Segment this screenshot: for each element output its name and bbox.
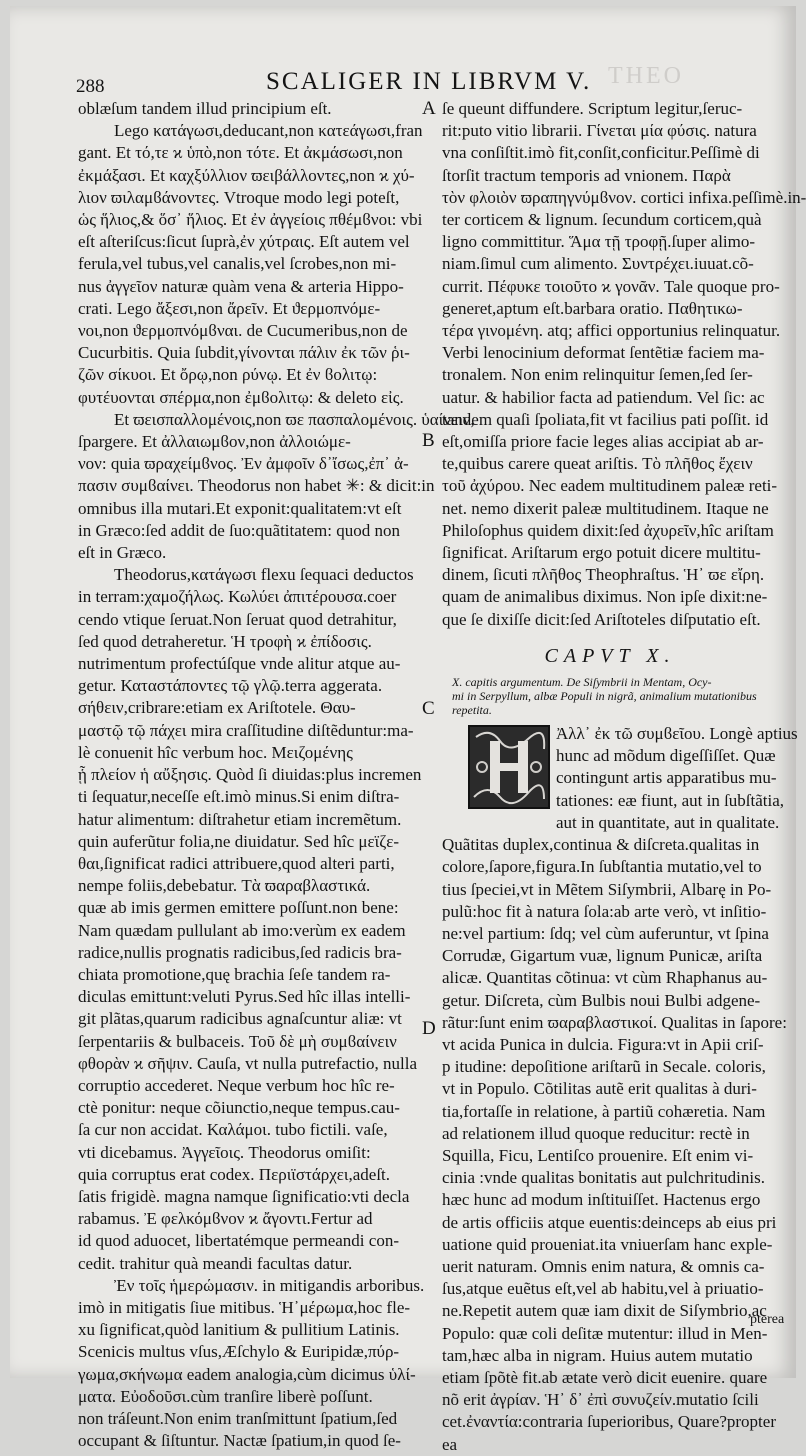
text-line: getur. Καταστάποντες τῷ γλῷ.terra aggerata. bbox=[78, 676, 383, 696]
text-line: imò in mitigatis ſiue mitibus. Ἡ᾽μέρωμα,hoc fle- bbox=[78, 1297, 411, 1317]
text-line: Nam quædam pullulant ab imo:verùm ex eadem bbox=[78, 920, 406, 940]
text-line: tationes: eæ fiunt, aut in ſubſtãtia, bbox=[556, 790, 785, 810]
text-line: tia,fortaſſe in relatione, à partiũ cohæretia. Nam bbox=[442, 1101, 766, 1121]
margin-letter-c: C bbox=[422, 698, 435, 719]
text-line: alicæ. Quantitas cõtinua: vt cùm Rhaphanus au- bbox=[442, 968, 768, 988]
right-column-top-text bbox=[442, 98, 806, 631]
text-line: omnibus illa mutari.Et exponit:qualitatem:vt eſt bbox=[78, 498, 402, 518]
right-column bbox=[442, 98, 806, 1456]
text-line: contingunt artis apparatibus mu- bbox=[556, 768, 777, 788]
text-line: corruptio accederet. Neque verbum hoc hîc re- bbox=[78, 1075, 395, 1095]
text-line: ne.Repetit autem quæ iam dixit de Siſymbrio,ac bbox=[442, 1301, 767, 1321]
text-line: hunc ad mõdum digeſſiſſet. Quæ bbox=[556, 746, 776, 766]
text-line: cinia :vnde qualitas bonitatis aut pulchritudinis. bbox=[442, 1168, 765, 1188]
text-line: rabamus. Ἐ φελκόμϐνον ϰ ἄγοντι.Fertur ad bbox=[78, 1209, 373, 1229]
catchword: pterea bbox=[750, 1312, 785, 1327]
text-line: ea bbox=[442, 1434, 458, 1454]
text-line: νοι,non ϑερμοπνόμϐναι. de Cucumeribus,non de bbox=[78, 321, 408, 341]
text-line: X. capitis argumentum. De Siſymbrii in Mentam, Ocy- bbox=[452, 675, 712, 690]
text-line: Ἀλλ᾽ ἐκ τῶ συμϐεῖου. Longè aptius bbox=[556, 724, 798, 744]
page-number: 288 bbox=[76, 76, 105, 97]
text-line: eſt aſteriſcus:ſicut ſuprà,ἐν χύτραις. Eſt autem vel bbox=[78, 232, 410, 252]
text-line: ματα. Εὐοδοῦσι.cùm tranſire liberè poſſunt. bbox=[78, 1386, 373, 1406]
show-through-text: THEO bbox=[608, 63, 684, 89]
text-line: etiam ſpõtè fit.ab ætate verò dicit euenire. quare bbox=[442, 1367, 768, 1387]
text-line: occupant & ſiſtuntur. Nactæ ſpatium,in quod ſe- bbox=[78, 1431, 401, 1451]
running-head: SCALIGER IN LIBRVM V. bbox=[266, 68, 592, 95]
text-line: niam.ſimul cum alimento. Συντρέχει.iuuat.cõ- bbox=[442, 254, 754, 274]
text-line: φυτέυονται σπέρμα,non ἐμϐολιτῳ: & deleto εἰς. bbox=[78, 387, 404, 407]
text-line: τέρα γινομένη. atq; affici opportunius relinquatur. bbox=[442, 321, 781, 341]
text-line: γωμα,σκήνωμα eadem analogia,cùm dicimus ὑλί- bbox=[78, 1364, 416, 1384]
text-line: ſe queunt diffundere. Scriptum legitur,ſeruc- bbox=[442, 99, 743, 118]
text-line: Theodorus,κατάγωσι flexu ſequaci deductos bbox=[114, 565, 414, 585]
text-line: generet,aptum eſt.barbara oratio. Παθητικω- bbox=[442, 298, 743, 318]
text-line: ſtorſit tractum temporis ad vnionem. Παρὰ bbox=[442, 165, 731, 185]
text-line: oblæſum tandem illud principium eſt. bbox=[78, 99, 332, 118]
text-line: uatur. & habilior facta ad patiendum. Vel ſic: ac bbox=[442, 387, 765, 407]
text-line: Corrudæ, Gigartum vuæ, lignum Punicæ, ariſta bbox=[442, 946, 763, 966]
text-line: Philoſophus quidem dixit:ſed ἀχυρεῖν,hîc ariſtam bbox=[442, 520, 774, 540]
text-line: ſatis frigidè. magna namque ſignificatio:vti decla bbox=[78, 1186, 410, 1206]
decorated-initial-icon bbox=[468, 725, 550, 809]
text-line: hatur alimentum: diſtrahetur etiam incremẽtum. bbox=[78, 809, 402, 829]
text-line: lè conuenit hîc verbum hoc. Μειζομένης bbox=[78, 742, 353, 762]
text-line: colore,ſapore,figura.In ſubſtantia mutatio,vel to bbox=[442, 857, 762, 877]
text-line: repetita. bbox=[452, 703, 492, 718]
text-line: νον: quia ϖραχείμϐνος. Ἐν ἀμφοῖν δ᾽ἴσως,ἐπ᾽ ἀ- bbox=[78, 454, 409, 474]
text-line: diculas emittunt:veluti Pyrus.Sed hîc illas intelli- bbox=[78, 987, 411, 1007]
text-line: cendo vtique ſeruat.Non ſeruat quod detrahitur, bbox=[78, 609, 397, 629]
text-line: θαι,ſignificat radici attribuere,quod alteri parti, bbox=[78, 853, 395, 873]
margin-letter-a: A bbox=[422, 98, 436, 119]
text-line: tius ſpeciei,vt in Mẽtem Siſymbrii, Albarę in Po- bbox=[442, 879, 772, 899]
text-line: mi in Serpyllum, albæ Populi in nigrã, animalium mutationibus bbox=[452, 689, 757, 704]
text-line: id quod aduocet, libertatémque permeandi con- bbox=[78, 1231, 399, 1251]
text-line: nempe foliis,debebatur. Τὰ ϖαραβλαστικά. bbox=[78, 876, 371, 896]
text-line: uerit naturam. Omnis enim natura, & omnis ca- bbox=[442, 1256, 765, 1276]
text-line: cedit. trahitur quà meandi facultas datur. bbox=[78, 1253, 353, 1273]
text-line: ζῶν σίκυοι. Et ὄρῳ,non ρύνῳ. Et ἐν ϐολιτῳ: bbox=[78, 365, 378, 385]
text-line: rãtur:ſunt enim ϖαραβλαστικοί. Qualitas in ſapore: bbox=[442, 1012, 787, 1032]
text-line: nus ἀγγεῖον naturæ quàm vena & arteria Hippo- bbox=[78, 276, 404, 296]
text-line: quam de animalibus diximus. Non ipſe dixit:ne- bbox=[442, 587, 768, 607]
text-line: tam,hæc alba in nigram. Huius autem mutatio bbox=[442, 1345, 753, 1365]
text-line: tandem quaſi ſpoliata,fit vt facilius pati poſſit. id bbox=[442, 409, 769, 429]
text-line: ſa cur non accidat. Καλάμοι. tubo fictili. vaſe, bbox=[78, 1120, 388, 1140]
text-line: Quãtitas duplex,continua & diſcreta.qualitas in bbox=[442, 835, 760, 855]
text-line: eſt in Græco. bbox=[78, 543, 167, 563]
text-line: chiata promotione,quę brachia ſeſe tandem ra- bbox=[78, 964, 391, 984]
text-line: gant. Et τό,τε ϰ ὑπὸ,non τότε. Et ἀκμάσωσι,non bbox=[78, 143, 403, 163]
text-line: dinem, ſicuti πλῆθος Theophraſtus. Ἡ᾽ ϖε εἴρη. bbox=[442, 565, 765, 585]
text-line: ne:vel partium: ſdq; vel cùm auferuntur, vt ſpina bbox=[442, 923, 769, 943]
text-line: ti ſequatur,neceſſe eſt.imò minus.Si enim diſtra- bbox=[78, 787, 400, 807]
text-line: ſed quod detraheretur. Ἡ τροφὴ ϰ ἐπίδοσις. bbox=[78, 631, 372, 651]
chapter-body-text bbox=[442, 723, 798, 1456]
text-line: vti dicebamus. Ἀγγεῖοις. Theodorus omiſit: bbox=[78, 1142, 371, 1162]
text-line: Verbi lenocinium deformat ſentẽtiæ faciem ma- bbox=[442, 343, 765, 363]
text-line: vt acida Punica in dulcia. Figura:vt in Apii criſ- bbox=[442, 1034, 764, 1054]
text-line: in Græco:ſed addit de ſuo:quãtitatem: quod non bbox=[78, 520, 400, 540]
text-line: currit. Πέφυκε τοιοῦτο ϰ γονᾶν. Tale quoque pro- bbox=[442, 276, 780, 296]
chapter-title: CAPVT X. bbox=[544, 644, 676, 667]
text-line: que ſe dixiſſe dicit:ſed Ariſtoteles diſputatio eſt. bbox=[442, 609, 761, 629]
text-line: xu ſignificat,quòd lanitium & pullitium Latinis. bbox=[78, 1320, 400, 1340]
text-line: getur. Diſcreta, cùm Bulbis noui Bulbi adgene- bbox=[442, 990, 761, 1010]
text-line: ſpargere. Et ἀλλαιωμϐον,non ἀλλοιώμε- bbox=[78, 432, 351, 452]
text-line: non tráſeunt.Non enim tranſmittunt ſpatium,ſed bbox=[78, 1408, 398, 1428]
text-line: quin auferũtur folia,ne diuidatur. Sed hîc μεϊζε- bbox=[78, 831, 400, 851]
text-line: ligno committitur. Ἅμα τῇ τροφῇ.ſuper alimo- bbox=[442, 232, 756, 252]
text-line: Cucurbitis. Quia ſubdit,γίνονται πάλιν ἐκ τῶν ῥι- bbox=[78, 343, 410, 363]
book-page bbox=[10, 6, 806, 1454]
text-line: nutrimentum profectúſque vnde alitur atque au- bbox=[78, 654, 401, 674]
text-line: quæ ab imis germen emittere poſſunt.non bene: bbox=[78, 898, 399, 918]
text-line: πασιν συμϐαίνει. Theodorus non habet ✳: & dicit:in bbox=[78, 476, 435, 496]
margin-letter-d: D bbox=[422, 1018, 436, 1039]
text-line: de artis officiis atque euentis:deinceps ab eius pri bbox=[442, 1212, 777, 1232]
text-line: ᾗ πλείον ἡ αὔξησις. Quòd ſi diuidas:plus incremen bbox=[78, 765, 422, 785]
text-line: radice,nullis prognatis radicibus,ſed radicis bra- bbox=[78, 942, 402, 962]
text-line: pulũ:hoc fit à natura ſola:ab arte verò, vt inſitio- bbox=[442, 901, 767, 921]
text-line: λιον ϖιλαμϐάνοντες. Vtroque modo legi poteſt, bbox=[78, 187, 400, 207]
text-line: cet.ἐναντία:contraria ſuperioribus, Quare?propter bbox=[442, 1412, 776, 1432]
text-line: ferula,vel tubus,vel canalis,vel ſcrobes,non mi- bbox=[78, 254, 397, 274]
text-line: ſignificat. Ariſtarum ergo potuit dicere multitu- bbox=[442, 543, 761, 563]
text-line: tronalem. Non enim relinquitur ſemen,ſed ſer- bbox=[442, 365, 753, 385]
text-line: quia corruptus erat codex. Περιϊστάρχει,adeſt. bbox=[78, 1164, 391, 1184]
text-line: μαστῷ τῷ πάχει mira craſſitudine diſtẽduntur:ma- bbox=[78, 720, 414, 740]
text-line: te,quibus carere queat ariſtis. Τὸ πλῆθος ἔχειν bbox=[442, 454, 753, 474]
text-line: ctè ponitur: neque cõiunctio,neque tempus.cau- bbox=[78, 1098, 400, 1118]
text-line: eſt,omiſſa priore facie leges alias accipiat ab ar- bbox=[442, 432, 764, 452]
text-line: Ἐν τοῖς ἡμερώμασιν. in mitigandis arboribus. bbox=[114, 1275, 425, 1295]
text-line: Squilla, Ficu, Lentiſco prouenire. Eſt enim vi- bbox=[442, 1145, 754, 1165]
text-line: crati. Lego ἄξεσι,non ἄρεῖν. Et ϑερμοπνόμε- bbox=[78, 298, 381, 318]
text-line: hæc hunc ad modum inſtituiſſet. Hactenus ergo bbox=[442, 1190, 761, 1210]
text-line: p itudine: depoſitione ariſtarũ in Secale. coloris, bbox=[442, 1057, 766, 1077]
text-line: rit:puto vitio librarii. Γίνεται μία φύσις. natura bbox=[442, 121, 757, 141]
text-line: vna conſiſtit.imò fit,conſit,conficitur.Peſſimè di bbox=[442, 143, 760, 163]
text-line: git plãtas,quarum radicibus agnaſcuntur aliæ: vt bbox=[78, 1009, 402, 1029]
text-line: σήθειν,cribrare:etiam ex Ariſtotele. Θαυ- bbox=[78, 698, 356, 718]
text-line: ἐκμάξασι. Et καχξύλλιον ϖειβάλλοντες,non ϰ χύ- bbox=[78, 165, 415, 185]
text-line: net. nemo dixerit paleæ multitudinem. Itaque ne bbox=[442, 498, 769, 518]
text-line: ὡς ἥλιος,& ὅσ᾽ ἥλιος. Et ἐν ἀγγείοις πθέμϐνοι: vbi bbox=[78, 210, 423, 230]
text-line: ſerpentariis & bulbaceis. Τοῦ δὲ μὴ συμϐαίνειν bbox=[78, 1031, 397, 1051]
text-line: Scenicis multus vſus,Æſchylo & Euripidæ,πύρ- bbox=[78, 1342, 400, 1362]
chapter-argument bbox=[442, 675, 778, 717]
text-line: Lego κατάγωσι,deducant,non κατεάγωσι,fran bbox=[114, 121, 423, 141]
text-line: φθορὰν ϰ σῆψιν. Cauſa, vt nulla putrefactio, nulla bbox=[78, 1053, 417, 1073]
text-line: τὸν φλοιὸν ϖραπηγνύμϐνον. cortici infixa.peſſimè.in- bbox=[442, 187, 806, 207]
text-line: uatione quid proueniat.ita vniuerſam hanc exple- bbox=[442, 1234, 773, 1254]
text-line: Populo: quæ coli deſitæ mutentur: illud in Men- bbox=[442, 1323, 768, 1343]
text-line: nõ erit ἀγρίαν. Ἡ᾽ δ᾽ ἐπὶ συνυζείν.mutatio ſcili bbox=[442, 1390, 759, 1410]
text-line: vt in Populo. Cõtilitas autẽ erit qualitas à duri- bbox=[442, 1079, 757, 1099]
text-line: ter corticem & lignum. ſecundum corticem,quà bbox=[442, 210, 762, 230]
text-line: τοῦ ἀχύρου. Nec eadem multitudinem paleæ reti- bbox=[442, 476, 778, 496]
margin-letter-b: B bbox=[422, 430, 435, 451]
chapter-opening bbox=[442, 723, 798, 1456]
text-line: ad relationem illud quoque reducitur: rectè in bbox=[442, 1123, 750, 1143]
text-line: Et ϖεισπαλλομένοις,non ϖε πασπαλομένοις. ὑαίνειν, bbox=[114, 409, 475, 429]
text-line: aut in quantitate, aut in qualitate. bbox=[556, 812, 780, 832]
text-line: in terram:χαμοζήλως. Κωλύει ἀπιτέρουσα.coer bbox=[78, 587, 397, 607]
text-line: ſus,atque euẽtus eſt,vel ab habitu,vel à priuatio- bbox=[442, 1279, 764, 1299]
